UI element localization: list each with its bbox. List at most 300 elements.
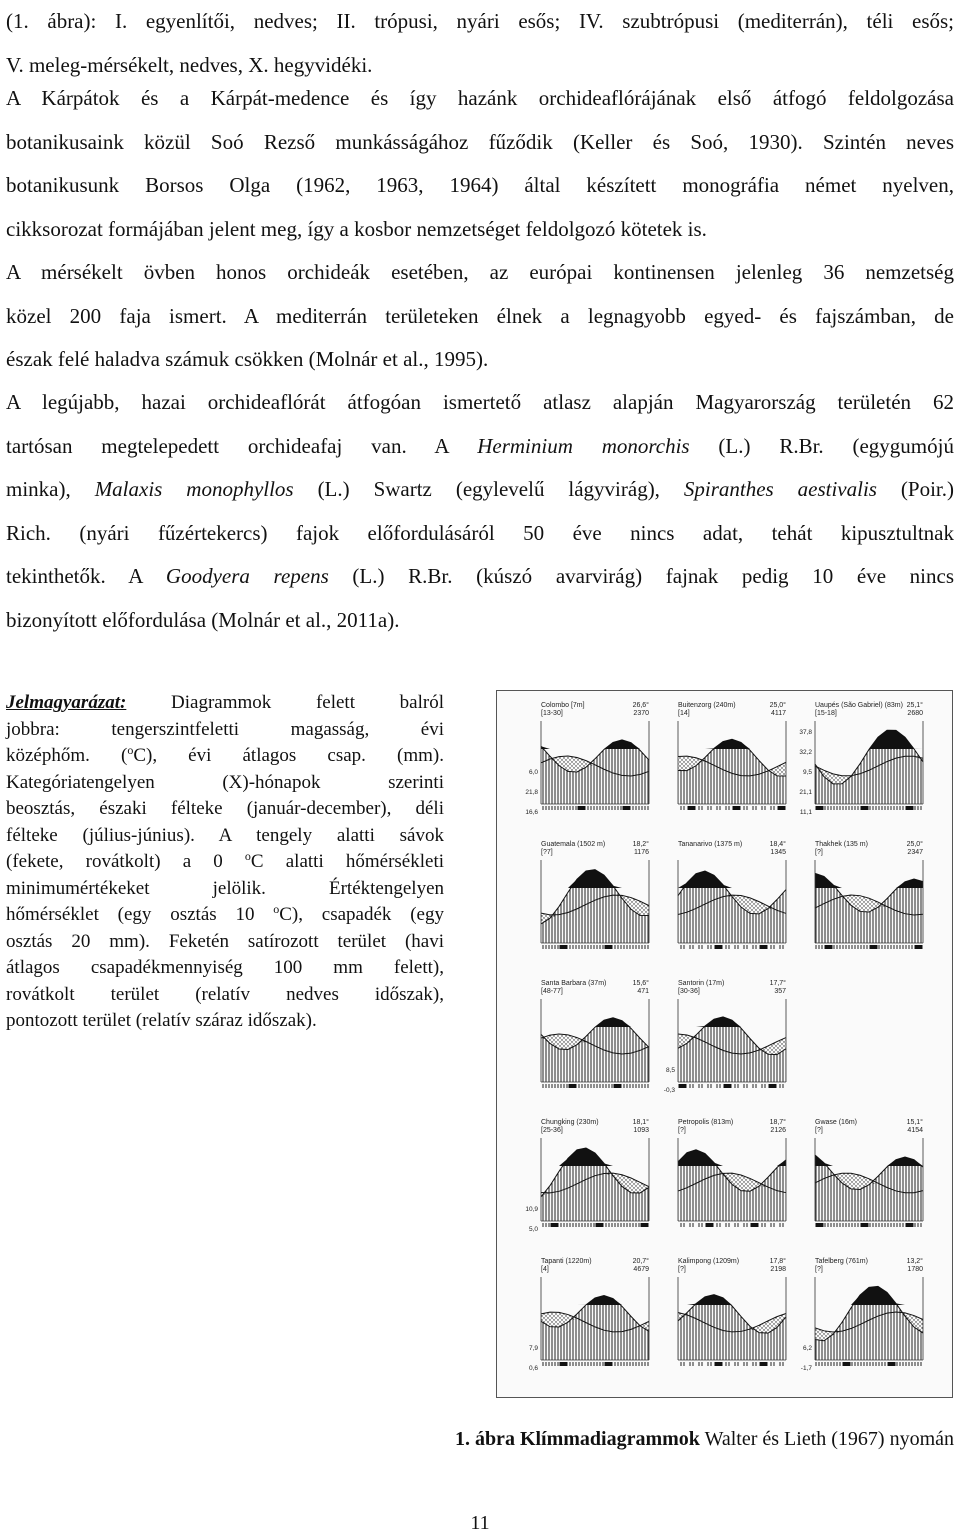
frost-bar	[715, 1084, 723, 1088]
axis-value: 6,0	[528, 769, 538, 776]
text-line: minka), Malaxis monophyllos (L.) Swartz (egylevelű lágyvirág), Spiranthes aestivalis (Poir.)	[6, 477, 955, 501]
perhumid-area	[541, 1148, 649, 1166]
station-label: Thakhek (135 m)	[815, 841, 868, 848]
frost-bar	[915, 806, 923, 810]
frost-bar	[641, 1084, 649, 1088]
axis-value: 32,2	[799, 749, 812, 756]
frost-bar	[915, 1362, 923, 1366]
frost-bar	[733, 945, 741, 949]
frost-bar	[706, 945, 714, 949]
frost-bar	[614, 945, 622, 949]
frost-bar	[888, 945, 896, 949]
frost-bar	[906, 1362, 914, 1366]
figure-legend	[6, 690, 444, 1035]
annual-precipitation: 2680	[907, 710, 923, 717]
axis-value: 9,5	[802, 769, 812, 776]
frost-bar	[852, 945, 860, 949]
frost-bar	[825, 1362, 833, 1366]
frost-bar	[632, 806, 640, 810]
frost-bar	[733, 1223, 741, 1227]
perhumid-area	[678, 871, 786, 888]
frost-bar	[870, 806, 878, 810]
text-line: A Kárpátok és a Kárpát-medence és így hazánk orchideaflórájának első átfogó feldolgozása	[6, 86, 954, 110]
caption-text: Walter és Lieth (1967) nyomán	[699, 1428, 954, 1450]
annual-precipitation: 2198	[770, 1266, 786, 1273]
frost-bar	[915, 945, 923, 949]
climate-diagram-panel	[678, 1118, 786, 1227]
frost-bar	[816, 1362, 824, 1366]
frost-bar	[542, 945, 550, 949]
frost-bar	[778, 1084, 786, 1088]
station-range: [?]	[815, 1127, 823, 1134]
annual-temperature: 18,7°	[769, 1119, 786, 1126]
frost-bar	[879, 1223, 887, 1227]
axis-value: 21,8	[525, 789, 538, 796]
station-range: [14]	[678, 710, 690, 717]
annual-temperature: 15,6°	[632, 980, 649, 987]
frost-bar	[816, 806, 824, 810]
frost-bar	[760, 1362, 768, 1366]
frost-bar	[825, 945, 833, 949]
caption-label: 1. ábra Klímmadiagrammok	[454, 1428, 700, 1450]
axis-value: -1,7	[800, 1365, 812, 1372]
frost-bar	[587, 1223, 595, 1227]
climate-diagram-panel	[799, 701, 923, 816]
station-label: Buitenzorg (240m)	[678, 702, 736, 709]
frost-bar	[834, 1362, 842, 1366]
station-label: Chungking (230m)	[541, 1119, 599, 1126]
frost-bar	[688, 1362, 696, 1366]
frost-bar	[560, 806, 568, 810]
frost-bar	[632, 945, 640, 949]
frost-bar	[879, 945, 887, 949]
frost-bar	[769, 945, 777, 949]
station-label: Colombo [7m]	[541, 702, 585, 709]
perhumid-area	[541, 1018, 649, 1027]
frost-bar	[697, 1362, 705, 1366]
frost-bar	[587, 1084, 595, 1088]
frost-bar	[825, 806, 833, 810]
axis-value: -0,3	[663, 1087, 675, 1094]
axis-value: 6,2	[802, 1345, 812, 1352]
frost-bar	[769, 1084, 777, 1088]
frost-bar	[724, 806, 732, 810]
annual-temperature: 25,0°	[769, 702, 786, 709]
climate-diagram-panel	[541, 840, 649, 949]
frost-bar	[569, 945, 577, 949]
annual-temperature: 18,1°	[632, 1119, 649, 1126]
frost-bar	[724, 945, 732, 949]
humid-period-area	[541, 740, 649, 804]
station-range: [30-36]	[678, 988, 700, 995]
axis-value: 5,0	[528, 1226, 538, 1233]
frost-bar	[596, 1362, 604, 1366]
frost-bar	[825, 1223, 833, 1227]
annual-temperature: 25,0°	[906, 841, 923, 848]
frost-bar	[569, 1084, 577, 1088]
perhumid-area	[678, 1017, 786, 1027]
frost-bar	[623, 945, 631, 949]
text-line: A mérsékelt övben honos orchideák esetében, az európai kontinensen jelenleg 36 nemzetség	[6, 260, 954, 284]
frost-bar	[641, 1362, 649, 1366]
species-name: Herminium monorchis	[477, 433, 690, 458]
legend-line: Kategóriatengelyen (X)-hónapok szerinti	[6, 771, 444, 793]
frost-bar	[578, 1223, 586, 1227]
axis-value: 10,9	[525, 1206, 538, 1213]
perhumid-area	[678, 739, 786, 749]
station-range: [?7]	[541, 849, 553, 856]
frost-bar	[852, 806, 860, 810]
station-label: Tananarivo (1375 m)	[678, 841, 743, 848]
frost-bar	[834, 806, 842, 810]
frost-bar	[641, 945, 649, 949]
frost-bar	[861, 1362, 869, 1366]
frost-bar	[733, 1362, 741, 1366]
frost-bar	[760, 1084, 768, 1088]
frost-bar	[742, 806, 750, 810]
frost-bar	[843, 945, 851, 949]
frost-bar	[861, 1223, 869, 1227]
frost-bar	[915, 1223, 923, 1227]
frost-bar	[834, 1223, 842, 1227]
frost-bar	[596, 945, 604, 949]
legend-line: pontozott terület (relatív száraz időszak).	[6, 1010, 317, 1031]
figure-caption	[378, 1428, 954, 1451]
frost-bar	[715, 1223, 723, 1227]
annual-precipitation: 1176	[633, 849, 649, 856]
station-range: [?]	[815, 1266, 823, 1273]
climate-diagram-panel	[801, 1257, 923, 1372]
frost-bar	[569, 806, 577, 810]
annual-precipitation: 2126	[770, 1127, 786, 1134]
station-range: [25-36]	[541, 1127, 563, 1134]
frost-bar	[697, 1223, 705, 1227]
legend-line: beosztás, északi félteke (január-december), déli	[6, 798, 444, 819]
frost-bar	[688, 1223, 696, 1227]
frost-bar	[578, 1084, 586, 1088]
text-line: cikksorozat formájában jelent meg, így a kosbor nemzetséget feldolgozó kötetek is.	[6, 216, 707, 241]
annual-temperature: 13,2°	[906, 1258, 923, 1265]
frost-bar	[769, 806, 777, 810]
frost-bar	[906, 1223, 914, 1227]
annual-precipitation: 1093	[633, 1127, 649, 1134]
frost-bar	[778, 1362, 786, 1366]
perhumid-area	[678, 1295, 786, 1305]
climate-diagram-panel	[541, 979, 649, 1088]
legend-line: (fekete, rovátkolt) a 0 $^o$C alatti hőmérsékleti	[6, 849, 444, 872]
annual-precipitation: 4117	[770, 710, 786, 717]
annual-temperature: 17,8°	[769, 1258, 786, 1265]
frost-bar	[760, 806, 768, 810]
frost-bar	[605, 806, 613, 810]
frost-bar	[769, 1362, 777, 1366]
text-line: közel 200 faja ismert. A mediterrán területeken élnek a legnagyobb egyed- és fajszámban, de	[6, 303, 954, 328]
text-line: V. meleg-mérsékelt, nedves, X. hegyvidéki.	[6, 52, 373, 77]
frost-bar	[551, 945, 559, 949]
frost-bar	[688, 806, 696, 810]
frost-bar	[751, 945, 759, 949]
frost-bar	[751, 1223, 759, 1227]
frost-bar	[724, 1223, 732, 1227]
frost-bar	[742, 1084, 750, 1088]
frost-bar	[587, 806, 595, 810]
frost-bar	[679, 806, 687, 810]
paragraph-climate-types	[6, 0, 954, 87]
frost-bar	[551, 1223, 559, 1227]
frost-bar	[742, 1362, 750, 1366]
text-line: tartósan megtelepedett orchideafaj van. A Herminium monorchis (L.) R.Br. (egygumójú	[6, 433, 954, 458]
station-label: Petropolis (813m)	[678, 1119, 734, 1126]
frost-bar	[706, 1084, 714, 1088]
frost-bar	[641, 806, 649, 810]
species-name: Malaxis monophyllos	[94, 477, 294, 501]
frost-bar	[679, 945, 687, 949]
axis-value: 16,6	[525, 809, 538, 816]
frost-bar	[605, 1223, 613, 1227]
annual-temperature: 18,4°	[769, 841, 786, 848]
station-label: Tafelberg (761m)	[815, 1258, 868, 1265]
axis-value: 0,6	[528, 1365, 538, 1372]
frost-bar	[623, 1084, 631, 1088]
frost-bar	[888, 1223, 896, 1227]
annual-precipitation: 4679	[633, 1266, 649, 1273]
station-range: [15-18]	[815, 710, 837, 717]
climate-diagrams-figure	[496, 690, 953, 1398]
frost-bar	[843, 806, 851, 810]
frost-bar	[816, 945, 824, 949]
humid-period-area	[541, 1296, 649, 1360]
frost-bar	[870, 1362, 878, 1366]
frost-bar	[632, 1362, 640, 1366]
species-name: Spiranthes aestivalis	[683, 477, 877, 501]
frost-bar	[697, 806, 705, 810]
frost-bar	[679, 1362, 687, 1366]
frost-bar	[843, 1223, 851, 1227]
frost-bar	[587, 1362, 595, 1366]
annual-precipitation: 4154	[907, 1127, 923, 1134]
perhumid-area	[541, 1296, 649, 1305]
station-range: [?]	[815, 849, 823, 856]
frost-bar	[623, 806, 631, 810]
frost-bar	[641, 1223, 649, 1227]
text-line: Rich. (nyári fűzértekercs) fajok előfordulásáról 50 éve nincs adat, tehát kipusztultnak	[6, 520, 954, 545]
annual-precipitation: 1345	[770, 849, 786, 856]
text-line: (1. ábra): I. egyenlítői, nedves; II. trópusi, nyári esős; IV. szubtrópusi (mediterrán), téli esős;	[6, 9, 954, 33]
frost-bar	[542, 1223, 550, 1227]
page-number: 11	[470, 1512, 490, 1534]
frost-bar	[623, 1362, 631, 1366]
frost-bar	[906, 945, 914, 949]
frost-bar	[861, 806, 869, 810]
climate-diagram-panel	[678, 840, 786, 949]
station-range: [?]	[678, 1127, 686, 1134]
climate-diagram-panel	[529, 1257, 649, 1372]
frost-bar	[852, 1223, 860, 1227]
frost-bar	[852, 1362, 860, 1366]
perhumid-area	[678, 1150, 786, 1166]
station-range: [48-77]	[541, 988, 563, 995]
frost-bar	[897, 806, 905, 810]
annual-temperature: 15,1°	[906, 1119, 923, 1126]
frost-bar	[870, 1223, 878, 1227]
frost-bar	[614, 806, 622, 810]
legend-line: jobbra: tengerszintfeletti magasság, évi	[6, 718, 444, 740]
frost-bar	[679, 1084, 687, 1088]
frost-bar	[879, 806, 887, 810]
annual-precipitation: 2370	[633, 710, 649, 717]
legend-line: minimumértékeket jelölik. Értéktengelyen	[6, 877, 444, 899]
frost-bar	[778, 806, 786, 810]
frost-bar	[897, 1362, 905, 1366]
frost-bar	[605, 1362, 613, 1366]
frost-bar	[542, 1362, 550, 1366]
perhumid-area	[541, 870, 649, 888]
text-line: tekinthetők. A Goodyera repens (L.) R.Br. (kúszó avarvirág) fajnak pedig 10 éve nincs	[6, 564, 954, 588]
station-label: Santorin (17m)	[678, 980, 725, 987]
frost-bar	[906, 806, 914, 810]
frost-bar	[605, 945, 613, 949]
legend-line: rovátkolt terület (relatív nedves időszak),	[6, 983, 444, 1005]
frost-bar	[679, 1223, 687, 1227]
frost-bar	[560, 1223, 568, 1227]
frost-bar	[879, 1362, 887, 1366]
frost-bar	[614, 1362, 622, 1366]
frost-bar	[769, 1223, 777, 1227]
frost-bar	[614, 1084, 622, 1088]
legend-line: osztás 20 mm). Feketén satírozott terület (havi	[6, 930, 444, 952]
frost-bar	[751, 806, 759, 810]
frost-bar	[888, 806, 896, 810]
legend-line: középhőm. ($^o$C), évi átlagos csap. (mm).	[6, 743, 444, 766]
paragraph-carpathian-orchids	[6, 77, 954, 251]
frost-bar	[697, 945, 705, 949]
frost-bar	[724, 1084, 732, 1088]
frost-bar	[688, 1084, 696, 1088]
annual-precipitation: 1780	[907, 1266, 923, 1273]
frost-bar	[870, 945, 878, 949]
text-line: botanikusunk Borsos Olga (1962, 1963, 1964) által készített monográfia német nyelven,	[6, 173, 954, 197]
frost-bar	[778, 945, 786, 949]
climate-diagram-panel	[678, 1257, 786, 1366]
frost-bar	[569, 1362, 577, 1366]
frost-bar	[843, 1362, 851, 1366]
axis-value: 8,5	[665, 1067, 675, 1074]
climate-diagram-panel	[815, 1118, 923, 1227]
climate-diagram-panel	[678, 701, 786, 810]
axis-value: 21,1	[799, 789, 812, 796]
annual-precipitation: 357	[774, 988, 786, 995]
station-label: Gwase (16m)	[815, 1119, 858, 1126]
annual-temperature: 25,1°	[906, 702, 923, 709]
species-name: Goodyera repens	[165, 564, 329, 588]
frost-bar	[596, 806, 604, 810]
frost-bar	[706, 1223, 714, 1227]
text-line: A legújabb, hazai orchideaflórát átfogóan ismertető atlasz alapján Magyarország területén 62	[6, 390, 954, 414]
frost-bar	[632, 1084, 640, 1088]
frost-bar	[742, 1223, 750, 1227]
annual-temperature: 26,6°	[632, 702, 649, 709]
annual-temperature: 20,7°	[632, 1258, 649, 1265]
axis-value: 7,9	[528, 1345, 538, 1352]
climate-diagrams-svg	[497, 691, 952, 1397]
frost-bar	[706, 806, 714, 810]
frost-bar	[688, 945, 696, 949]
station-label: Guatemala (1502 m)	[541, 841, 606, 848]
frost-bar	[551, 806, 559, 810]
frost-bar	[614, 1223, 622, 1227]
frost-bar	[697, 1084, 705, 1088]
paragraph-hungarian-atlas	[6, 381, 954, 642]
climate-diagram-panel	[815, 840, 923, 949]
frost-bar	[834, 945, 842, 949]
frost-bar	[897, 945, 905, 949]
text-line: botanikusaink közül Soó Rezső munkásságához fűződik (Keller és Soó, 1930). Szintén neves	[6, 129, 954, 154]
legend-line: félteke (július-június). A tengely alatti sávok	[6, 824, 444, 846]
climate-diagram-panel	[664, 979, 786, 1094]
frost-bar	[706, 1362, 714, 1366]
perhumid-area	[815, 1155, 923, 1166]
climate-diagram-panel	[525, 701, 649, 816]
frost-bar	[605, 1084, 613, 1088]
frost-bar	[623, 1223, 631, 1227]
frost-bar	[560, 1362, 568, 1366]
frost-bar	[551, 1362, 559, 1366]
frost-bar	[560, 945, 568, 949]
frost-bar	[861, 945, 869, 949]
frost-bar	[542, 1084, 550, 1088]
axis-value: 37,8	[799, 729, 812, 736]
frost-bar	[724, 1362, 732, 1366]
text-line: bizonyított előfordulása (Molnár et al., 2011a).	[6, 607, 400, 632]
station-range: [13-30]	[541, 710, 563, 717]
frost-bar	[742, 945, 750, 949]
station-label: Uaupés (São Gabriel) (83m)	[815, 702, 903, 709]
station-label: Santa Barbara (37m)	[541, 980, 607, 987]
climate-diagram-panel	[525, 1118, 649, 1233]
frost-bar	[816, 1223, 824, 1227]
frost-bar	[778, 1223, 786, 1227]
legend-line: átlagos csapadékmennyiség 100 mm felett),	[6, 957, 444, 978]
frost-bar	[760, 1223, 768, 1227]
station-label: Tapanti (1220m)	[541, 1258, 592, 1265]
frost-bar	[542, 806, 550, 810]
frost-bar	[551, 1084, 559, 1088]
legend-line: Jelmagyarázat: Diagrammok felett balról	[6, 692, 444, 713]
perhumid-area	[815, 873, 923, 888]
frost-bar	[560, 1084, 568, 1088]
frost-bar	[733, 806, 741, 810]
station-label: Kalimpong (1209m)	[678, 1258, 740, 1265]
annual-precipitation: 471	[637, 988, 649, 995]
perhumid-area	[815, 1286, 923, 1305]
frost-bar	[715, 945, 723, 949]
frost-bar	[578, 945, 586, 949]
frost-bar	[888, 1362, 896, 1366]
legend-line: hőmérséklet (egy osztás 10 $^o$C), csapadék (egy	[6, 902, 444, 925]
legend-heading: Jelmagyarázat:	[6, 692, 127, 713]
frost-bar	[578, 1362, 586, 1366]
frost-bar	[587, 945, 595, 949]
paragraph-temperate-orchids	[6, 251, 954, 382]
annual-temperature: 17,7°	[769, 980, 786, 987]
frost-bar	[751, 1084, 759, 1088]
station-range: [?]	[678, 1266, 686, 1273]
frost-bar	[596, 1223, 604, 1227]
annual-temperature: 18,2°	[632, 841, 649, 848]
frost-bar	[569, 1223, 577, 1227]
frost-bar	[897, 1223, 905, 1227]
frost-bar	[632, 1223, 640, 1227]
